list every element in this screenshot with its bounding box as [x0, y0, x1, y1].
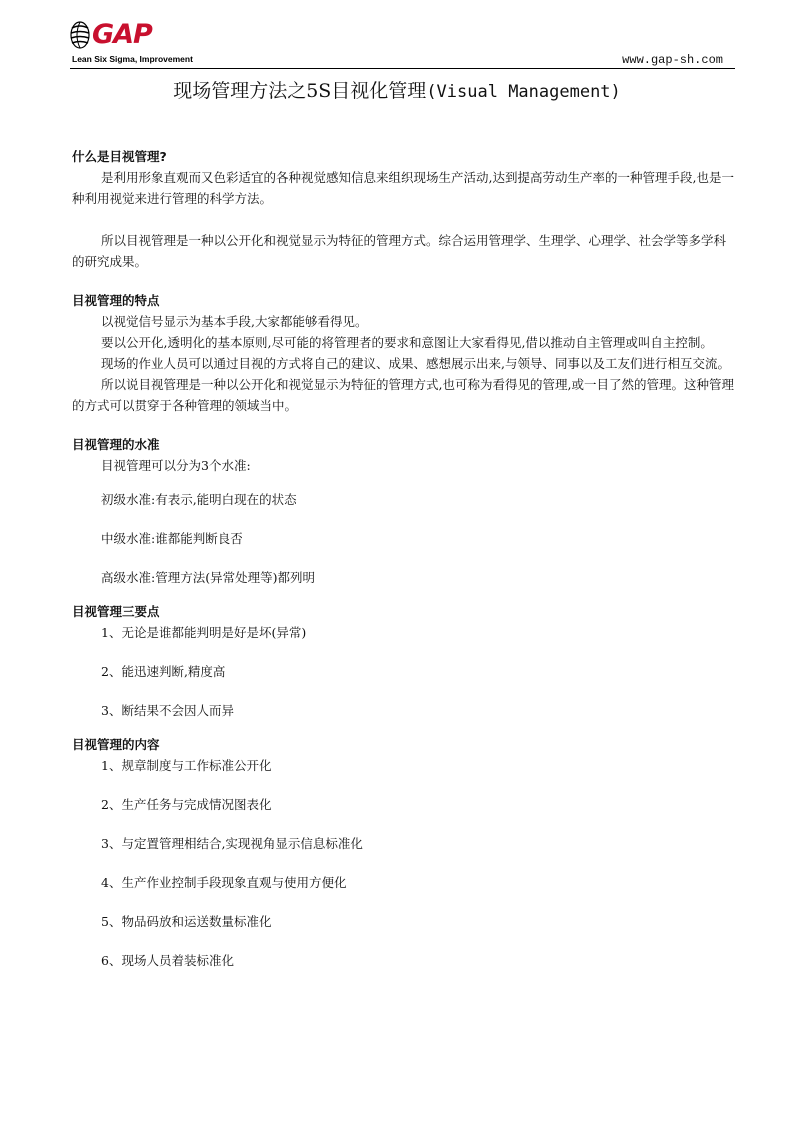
list-item: 2、能迅速判断,精度高 [101, 664, 226, 679]
document-body [72, 146, 737, 971]
section-heading: 目视管理三要点 [72, 604, 160, 619]
list-item: 2、生产任务与完成情况图表化 [101, 797, 272, 812]
list-item: 高级水准:管理方法(异常处理等)都列明 [101, 570, 315, 585]
section-heading: 什么是目视管理? [72, 149, 167, 164]
title-latin: (Visual Management) [426, 82, 621, 102]
list-item: 3、与定置管理相结合,实现视角显示信息标准化 [101, 836, 363, 851]
logo-wordmark: GAP [92, 19, 152, 50]
gap-logo [70, 18, 193, 66]
section-heading: 目视管理的内容 [72, 737, 160, 752]
globe-icon [70, 20, 90, 50]
title-main: 现场管理方法之5S目视化管理 [173, 80, 427, 102]
section-what-is [72, 146, 737, 272]
header-divider [70, 68, 735, 69]
paragraph: 目视管理可以分为3个水准: [101, 458, 251, 473]
section-heading: 目视管理的特点 [72, 293, 160, 308]
section-contents [72, 734, 737, 971]
section-key-points [72, 601, 737, 721]
paragraph: 要以公开化,透明化的基本原则,尽可能的将管理者的要求和意图让大家看得见,借以推动自主管理或叫自主控制。 [101, 335, 713, 350]
paragraph: 以视觉信号显示为基本手段,大家都能够看得见。 [101, 314, 368, 329]
list-item: 中级水准:谁都能判断良否 [101, 531, 243, 546]
list-item: 初级水准:有表示,能明白现在的状态 [101, 492, 297, 507]
list-item: 1、无论是谁都能判明是好是坏(异常) [101, 625, 307, 640]
paragraph: 现场的作业人员可以通过目视的方式将自己的建议、成果、感想展示出来,与领导、同事以及工友们进行相互交流。 [101, 356, 730, 371]
list-item: 1、规章制度与工作标准公开化 [101, 758, 272, 773]
list-item: 6、现场人员着装标准化 [101, 953, 234, 968]
list-item: 5、物品码放和运送数量标准化 [101, 914, 272, 929]
section-heading: 目视管理的水准 [72, 437, 160, 452]
page-header [70, 18, 735, 70]
section-levels [72, 434, 737, 588]
paragraph: 所以说目视管理是一种以公开化和视觉显示为特征的管理方式,也可称为看得见的管理,或一目了然的管理。这种管理的方式可以贯穿于各种管理的领域当中。 [72, 377, 734, 413]
paragraph: 是利用形象直观而又色彩适宜的各种视觉感知信息来组织现场生产活动,达到提高劳动生产率的一种管理手段,也是一种利用视觉来进行管理的科学方法。 [72, 170, 734, 206]
section-features [72, 290, 737, 416]
site-url: www.gap-sh.com [622, 53, 723, 67]
paragraph: 所以目视管理是一种以公开化和视觉显示为特征的管理方式。综合运用管理学、生理学、心理学、社会学等多学科的研究成果。 [72, 233, 727, 269]
logo-tagline: Lean Six Sigma, Improvement [72, 54, 193, 64]
list-item: 3、断结果不会因人而异 [101, 703, 234, 718]
page-title [0, 78, 794, 105]
list-item: 4、生产作业控制手段现象直观与使用方便化 [101, 875, 347, 890]
